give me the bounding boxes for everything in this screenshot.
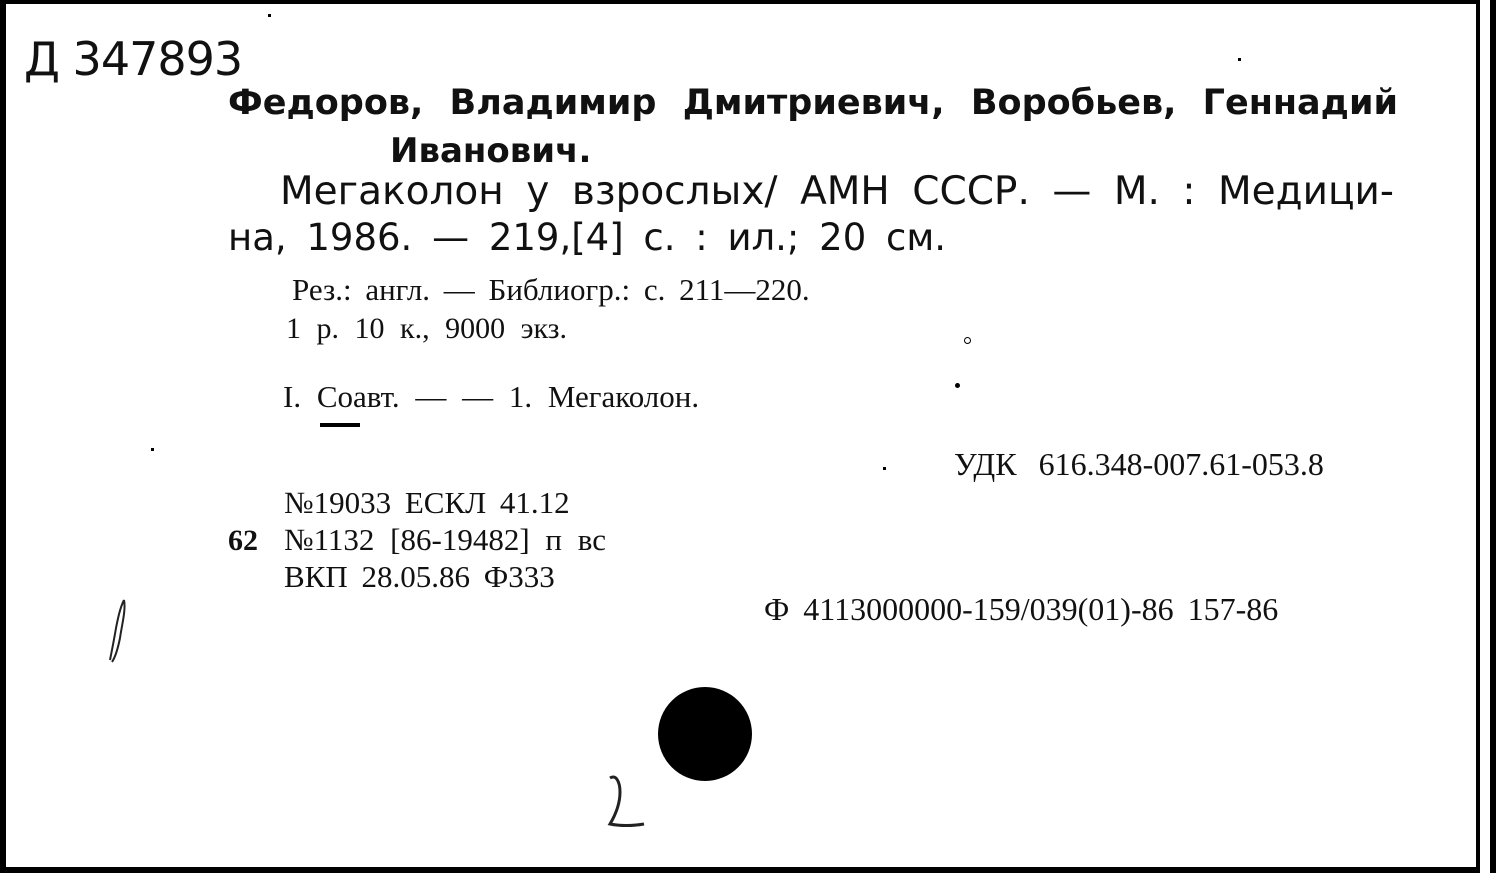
tracings: I. Соавт. — — 1. Мегаколон. bbox=[283, 379, 700, 414]
note-price: 1 р. 10 к., 9000 экз. bbox=[286, 312, 567, 345]
title-word: СССР. bbox=[912, 169, 1030, 214]
speck-dot bbox=[268, 14, 271, 17]
title-word: М. bbox=[1113, 169, 1160, 214]
udc: УДК 616.348-007.61-053.8 bbox=[954, 446, 1324, 482]
reg-line-1: №19033 ЕСКЛ 41.12 bbox=[284, 485, 570, 520]
title-word: Мегаколон bbox=[280, 169, 504, 214]
title-word: АМН bbox=[800, 169, 890, 214]
title-line-1 bbox=[280, 169, 1394, 214]
catalog-card bbox=[6, 4, 1476, 867]
title-word: — bbox=[1052, 169, 1092, 214]
reg-line-3: ВКП 28.05.86 Ф333 bbox=[284, 559, 555, 594]
underline-mark bbox=[320, 423, 360, 427]
title-word: Медици- bbox=[1218, 169, 1394, 214]
title-word: : bbox=[1182, 169, 1196, 214]
speck-dot bbox=[883, 467, 886, 470]
card-edge-strip bbox=[1480, 0, 1503, 873]
title-word: у bbox=[526, 169, 550, 214]
punch-hole bbox=[658, 687, 752, 781]
reg-line-2: №1132 [86-19482] п вс bbox=[284, 522, 606, 557]
edge-bar bbox=[1490, 0, 1496, 873]
speck-dot bbox=[151, 448, 154, 451]
reg-prefix: 62 bbox=[228, 524, 258, 557]
call-number: Д 347893 bbox=[24, 32, 243, 86]
authors-line-2: Иванович. bbox=[390, 131, 592, 171]
author-word: Воробьев, bbox=[970, 83, 1177, 123]
speck-dot bbox=[964, 337, 971, 344]
speck-dot bbox=[955, 383, 960, 388]
note-summary: Рез.: англ. — Библиогр.: с. 211—220. bbox=[292, 272, 810, 307]
speck-dot bbox=[1238, 58, 1241, 61]
authors-line-1 bbox=[228, 83, 1398, 123]
handwritten-mark-left bbox=[100, 594, 140, 669]
author-word: Федоров, bbox=[228, 83, 424, 123]
title-line-2: на, 1986. — 219,[4] с. : ил.; 20 см. bbox=[228, 216, 947, 259]
author-word: Геннадий bbox=[1202, 83, 1398, 123]
author-word: Владимир bbox=[449, 83, 657, 123]
handwritten-mark-bottom bbox=[600, 768, 660, 838]
title-word: взрослых/ bbox=[571, 169, 778, 214]
author-word: Дмитриевич, bbox=[682, 83, 945, 123]
publisher-code: Ф 4113000000-159/039(01)-86 157-86 bbox=[764, 591, 1279, 627]
